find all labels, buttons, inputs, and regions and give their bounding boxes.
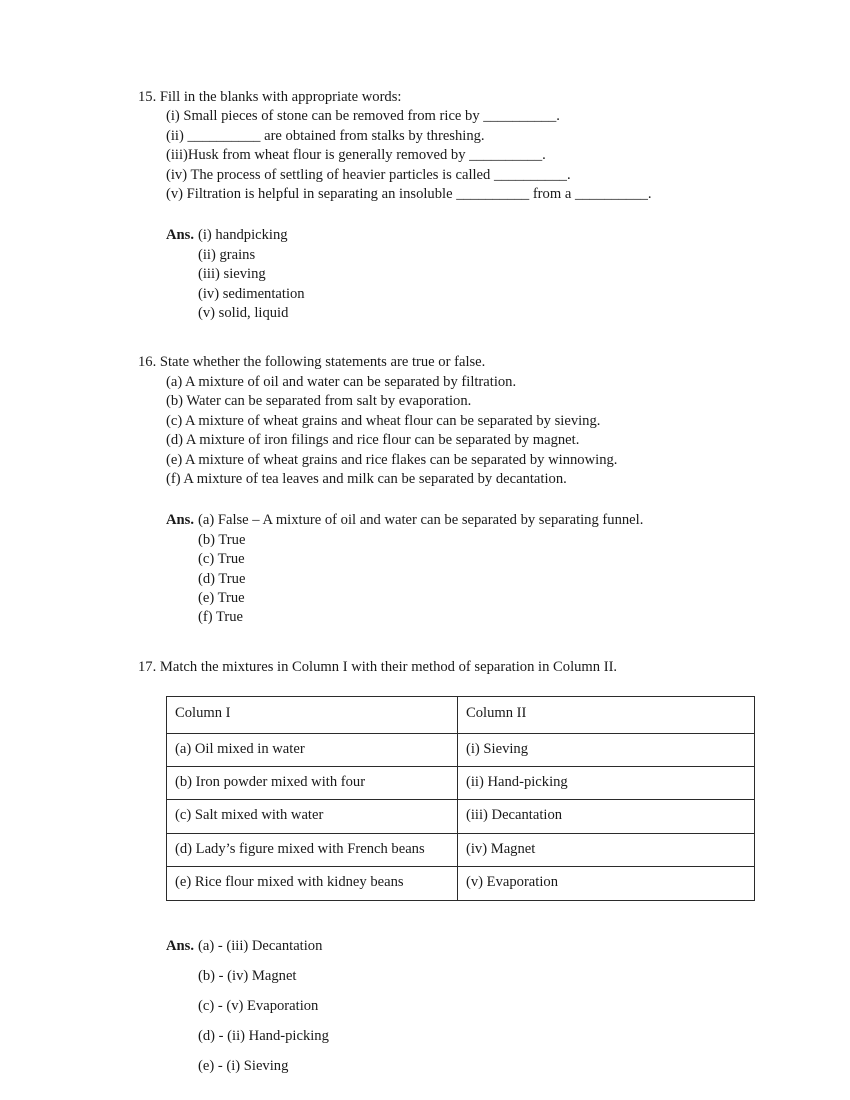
answer-row	[166, 304, 738, 323]
table-cell-method: (v) Evaporation	[458, 867, 755, 900]
answer-row	[166, 531, 738, 550]
table-row	[167, 833, 755, 866]
question-16-item-a: (a) A mixture of oil and water can be separated by filtration.	[166, 373, 517, 390]
answer-text: (a) False – A mixture of oil and water can be separated by separating funnel.	[198, 512, 644, 529]
answer-text: (b) - (iv) Magnet	[198, 967, 297, 984]
table-cell-mixture: (d) Lady’s figure mixed with French beans	[167, 833, 458, 866]
match-columns-table	[166, 696, 755, 900]
answer-row	[166, 265, 738, 284]
question-16-item-f: (f) A mixture of tea leaves and milk can be separated by decantation.	[166, 470, 567, 487]
question-block-15	[138, 88, 738, 323]
answer-text: (v) solid, liquid	[198, 305, 289, 322]
question-16-answer-block	[138, 511, 738, 627]
answer-row	[166, 961, 738, 991]
answer-row	[166, 1051, 738, 1081]
question-17-prompt: 17. Match the mixtures in Column I with their method of separation in Column II.	[138, 658, 618, 675]
column-header-2: Column II	[458, 697, 755, 733]
answer-text: (ii) grains	[198, 246, 256, 263]
answer-row	[166, 285, 738, 304]
answer-row	[166, 550, 738, 569]
question-17-answer-block	[138, 931, 738, 1081]
table-row	[167, 800, 755, 833]
answer-row	[166, 226, 738, 245]
table-cell-mixture: (e) Rice flour mixed with kidney beans	[167, 867, 458, 900]
question-block-17	[138, 658, 738, 1081]
answer-label: Ans.	[166, 227, 194, 244]
question-15-item-i: (i) Small pieces of stone can be removed from rice by __________.	[166, 108, 560, 125]
column-header-1: Column I	[167, 697, 458, 733]
question-15-answer-block	[138, 226, 738, 323]
table-row	[167, 867, 755, 900]
question-15-prompt: 15. Fill in the blanks with appropriate words:	[138, 89, 402, 105]
answer-text: (a) - (iii) Decantation	[198, 937, 323, 954]
answer-row	[166, 511, 738, 530]
spacer	[138, 628, 738, 658]
answer-row	[166, 931, 738, 961]
spacer	[138, 489, 738, 511]
answer-text: (f) True	[198, 609, 243, 626]
question-15-item-list	[138, 107, 738, 204]
answer-row	[166, 1021, 738, 1051]
answer-row	[166, 608, 738, 627]
answer-text: (iv) sedimentation	[198, 285, 305, 302]
table-cell-mixture: (c) Salt mixed with water	[167, 800, 458, 833]
answer-row	[166, 570, 738, 589]
question-15-item-iii: (iii)Husk from wheat flour is generally removed by __________.	[166, 147, 546, 164]
answer-label: Ans.	[166, 512, 194, 529]
spacer	[138, 323, 738, 353]
answer-text: (b) True	[198, 531, 246, 548]
answer-text: (e) - (i) Sieving	[198, 1057, 289, 1074]
spacer	[138, 677, 738, 696]
answer-text: (c) True	[198, 551, 245, 568]
answer-row	[166, 246, 738, 265]
question-16-item-d: (d) A mixture of iron filings and rice flour can be separated by magnet.	[166, 432, 580, 449]
table-row	[167, 766, 755, 799]
answer-text: (e) True	[198, 589, 245, 606]
table-cell-method: (iv) Magnet	[458, 833, 755, 866]
question-16-item-c: (c) A mixture of wheat grains and wheat flour can be separated by sieving.	[166, 412, 601, 429]
question-16-item-e: (e) A mixture of wheat grains and rice flakes can be separated by winnowing.	[166, 451, 618, 468]
table-cell-method: (iii) Decantation	[458, 800, 755, 833]
table-row	[167, 733, 755, 766]
question-block-16	[138, 353, 738, 627]
question-16-item-list	[138, 373, 738, 489]
question-16-item-b: (b) Water can be separated from salt by evaporation.	[166, 393, 472, 410]
spacer	[138, 901, 738, 931]
question-15-item-v: (v) Filtration is helpful in separating an insoluble __________ from a __________.	[166, 186, 652, 203]
table-cell-mixture: (b) Iron powder mixed with four	[167, 766, 458, 799]
spacer	[138, 204, 738, 226]
answer-label: Ans.	[166, 937, 194, 954]
answer-text: (c) - (v) Evaporation	[198, 997, 319, 1014]
answer-row	[166, 991, 738, 1021]
answer-text: (iii) sieving	[198, 266, 266, 283]
answer-row	[166, 589, 738, 608]
answer-text: (i) handpicking	[198, 227, 288, 244]
table-header-row	[167, 697, 755, 733]
question-16-prompt: 16. State whether the following statements are true or false.	[138, 354, 486, 371]
table-cell-method: (i) Sieving	[458, 733, 755, 766]
answer-text: (d) - (ii) Hand-picking	[198, 1027, 329, 1044]
question-15-item-iv: (iv) The process of settling of heavier particles is called __________.	[166, 166, 571, 183]
document-content	[138, 88, 738, 1081]
question-15-item-ii: (ii) __________ are obtained from stalks by threshing.	[166, 127, 485, 144]
table-cell-mixture: (a) Oil mixed in water	[167, 733, 458, 766]
table-cell-method: (ii) Hand-picking	[458, 766, 755, 799]
answer-text: (d) True	[198, 570, 246, 587]
